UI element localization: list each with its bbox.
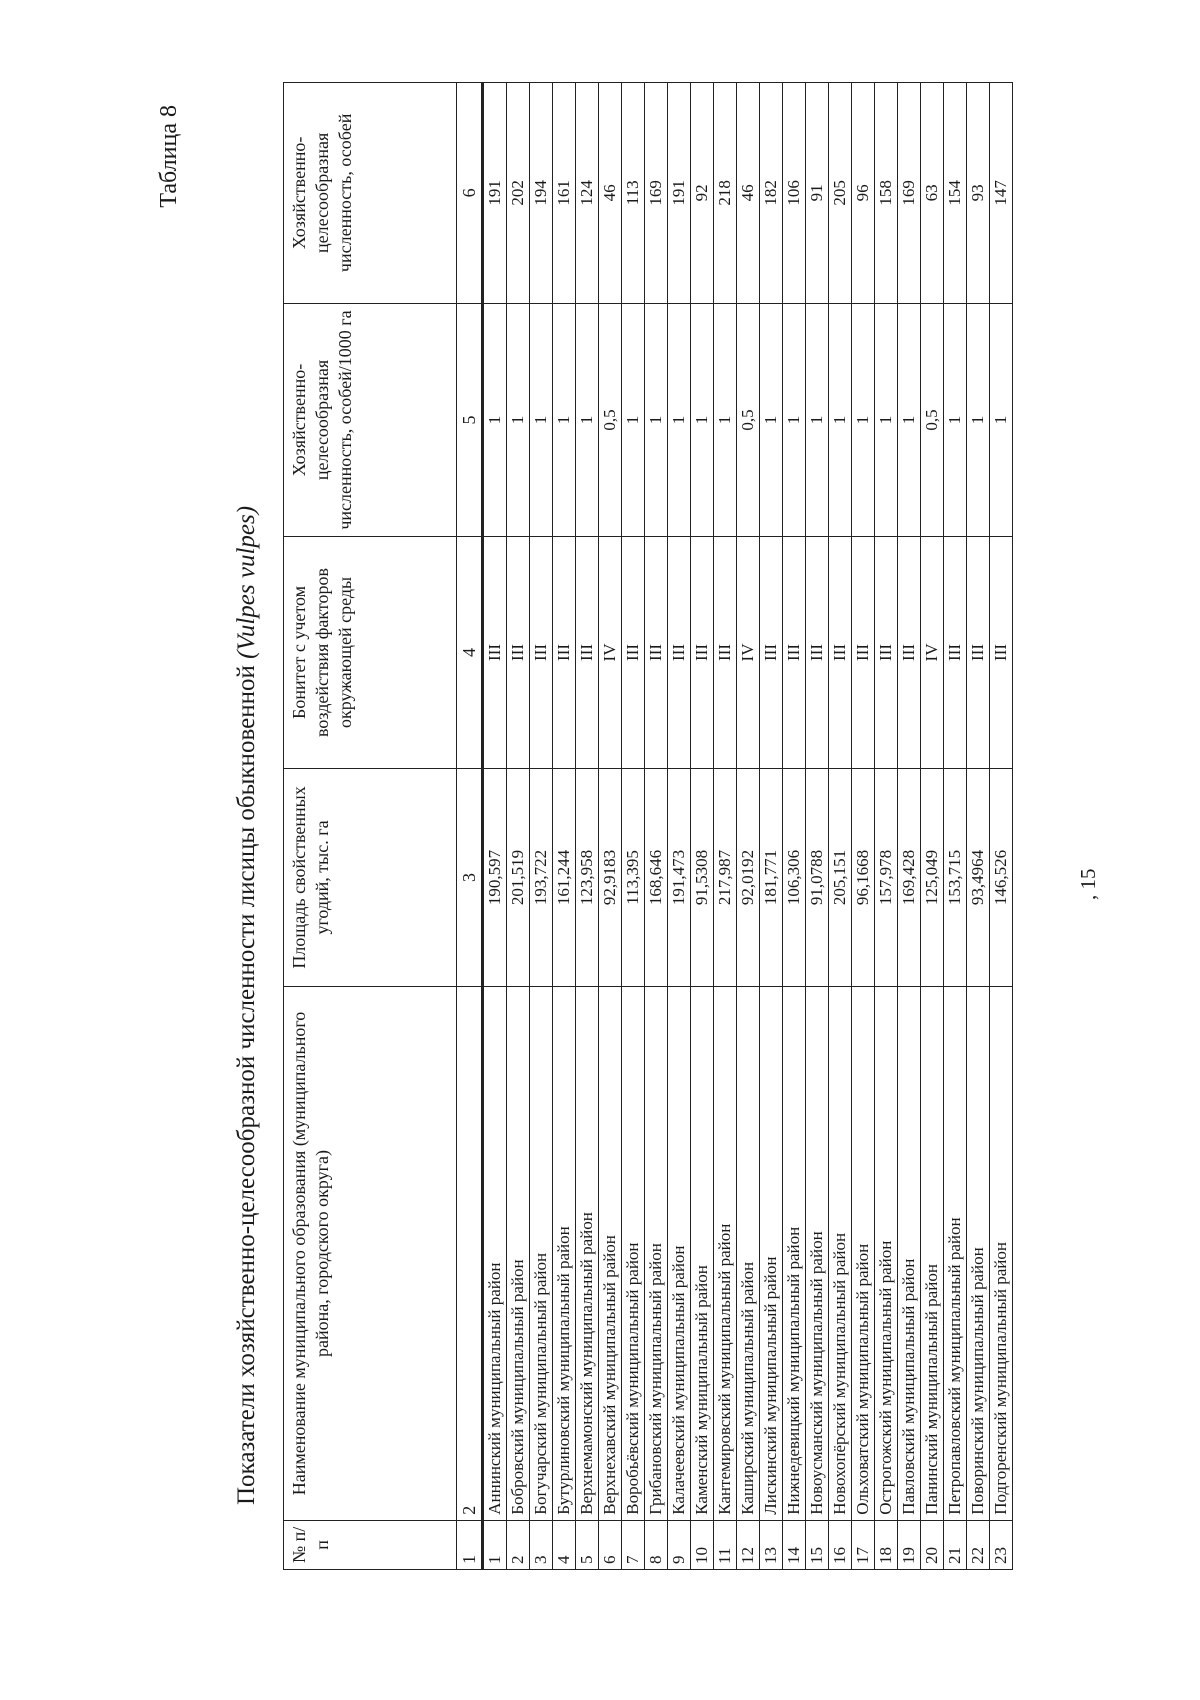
density-value: 0,5 xyxy=(737,303,760,537)
table-row xyxy=(990,83,1013,1570)
municipality-name: Грибановский муниципальный район xyxy=(645,987,668,1521)
bonitet-value: III xyxy=(944,537,967,768)
header-row xyxy=(284,83,457,1570)
area-value: 168,646 xyxy=(645,768,668,987)
header-density: Хозяйственно-целесообразная численность, особей/1000 га xyxy=(284,303,457,537)
column-number: 3 xyxy=(457,768,483,987)
population-value: 182 xyxy=(760,83,783,304)
table-row xyxy=(829,83,852,1570)
area-value: 125,049 xyxy=(921,768,944,987)
population-value: 106 xyxy=(783,83,806,304)
header-number: № п/п xyxy=(284,1520,457,1569)
municipality-name: Бобровский муниципальный район xyxy=(507,987,530,1521)
density-value: 1 xyxy=(622,303,645,537)
row-number: 16 xyxy=(829,1520,852,1569)
municipality-name: Кантемировский муниципальный район xyxy=(714,987,737,1521)
density-value: 1 xyxy=(507,303,530,537)
population-value: 147 xyxy=(990,83,1013,304)
bonitet-value: III xyxy=(714,537,737,768)
table-row xyxy=(691,83,714,1570)
density-value: 1 xyxy=(806,303,829,537)
population-value: 46 xyxy=(737,83,760,304)
municipality-name: Павловский муниципальный район xyxy=(898,987,921,1521)
area-value: 146,526 xyxy=(990,768,1013,987)
population-value: 63 xyxy=(921,83,944,304)
table-row xyxy=(737,83,760,1570)
row-number: 20 xyxy=(921,1520,944,1569)
population-value: 202 xyxy=(507,83,530,304)
area-value: 191,473 xyxy=(668,768,691,987)
bonitet-value: III xyxy=(875,537,898,768)
table-row xyxy=(806,83,829,1570)
table-row xyxy=(507,83,530,1570)
row-number: 11 xyxy=(714,1520,737,1569)
density-value: 1 xyxy=(576,303,599,537)
column-number: 4 xyxy=(457,537,483,768)
density-value: 1 xyxy=(483,303,507,537)
density-value: 1 xyxy=(553,303,576,537)
area-value: 169,428 xyxy=(898,768,921,987)
row-number: 14 xyxy=(783,1520,806,1569)
municipality-name: Подгоренский муниципальный район xyxy=(990,987,1013,1521)
density-value: 0,5 xyxy=(599,303,622,537)
bonitet-value: III xyxy=(622,537,645,768)
bonitet-value: III xyxy=(898,537,921,768)
row-number: 22 xyxy=(967,1520,990,1569)
header-bonitet: Бонитет с учетом воздействия факторов окружающей среды xyxy=(284,537,457,768)
table-row xyxy=(576,83,599,1570)
table-row xyxy=(483,83,507,1570)
table-row xyxy=(852,83,875,1570)
column-number: 2 xyxy=(457,987,483,1521)
table-row xyxy=(530,83,553,1570)
area-value: 113,395 xyxy=(622,768,645,987)
municipality-name: Петропавловский муниципальный район xyxy=(944,987,967,1521)
row-number: 21 xyxy=(944,1520,967,1569)
bonitet-value: III xyxy=(806,537,829,768)
bonitet-value: III xyxy=(507,537,530,768)
bonitet-value: III xyxy=(852,537,875,768)
density-value: 1 xyxy=(990,303,1013,537)
municipality-name: Лискинский муниципальный район xyxy=(760,987,783,1521)
area-value: 91,5308 xyxy=(691,768,714,987)
table-body xyxy=(483,83,1013,1570)
header-municipality: Наименование муниципального образования (муниципального района, городского округа) xyxy=(284,987,457,1521)
municipality-name: Новохопёрский муниципальный район xyxy=(829,987,852,1521)
bonitet-value: III xyxy=(967,537,990,768)
density-value: 1 xyxy=(783,303,806,537)
municipality-name: Верхнехавский муниципальный район xyxy=(599,987,622,1521)
area-value: 153,715 xyxy=(944,768,967,987)
area-value: 161,244 xyxy=(553,768,576,987)
column-number: 6 xyxy=(457,83,483,304)
density-value: 1 xyxy=(691,303,714,537)
bonitet-value: IV xyxy=(921,537,944,768)
page-number: , 15 xyxy=(1076,868,1100,900)
table-row xyxy=(645,83,668,1570)
bonitet-value: III xyxy=(829,537,852,768)
table-title-latin-name: (Vulpes vulpes) xyxy=(233,505,260,659)
population-value: 124 xyxy=(576,83,599,304)
density-value: 1 xyxy=(530,303,553,537)
municipality-name: Нижнедевицкий муниципальный район xyxy=(783,987,806,1521)
area-value: 123,958 xyxy=(576,768,599,987)
population-value: 191 xyxy=(668,83,691,304)
table-row xyxy=(668,83,691,1570)
area-value: 93,4964 xyxy=(967,768,990,987)
area-value: 157,978 xyxy=(875,768,898,987)
area-value: 190,597 xyxy=(483,768,507,987)
table-row xyxy=(599,83,622,1570)
bonitet-value: III xyxy=(530,537,553,768)
row-number: 12 xyxy=(737,1520,760,1569)
municipality-name: Аннинский муниципальный район xyxy=(483,987,507,1521)
row-number: 17 xyxy=(852,1520,875,1569)
density-value: 1 xyxy=(714,303,737,537)
row-number: 8 xyxy=(645,1520,668,1569)
municipality-name: Богучарский муниципальный район xyxy=(530,987,553,1521)
row-number: 6 xyxy=(599,1520,622,1569)
municipality-name: Верхнемамонский муниципальный район xyxy=(576,987,599,1521)
municipality-name: Каменский муниципальный район xyxy=(691,987,714,1521)
table-row xyxy=(921,83,944,1570)
area-value: 181,771 xyxy=(760,768,783,987)
density-value: 1 xyxy=(944,303,967,537)
bonitet-value: III xyxy=(483,537,507,768)
table-row xyxy=(875,83,898,1570)
bonitet-value: III xyxy=(553,537,576,768)
row-number: 2 xyxy=(507,1520,530,1569)
density-value: 1 xyxy=(852,303,875,537)
table-caption: Таблица 8 xyxy=(156,105,182,208)
population-value: 92 xyxy=(691,83,714,304)
municipality-name: Воробьёвский муниципальный район xyxy=(622,987,645,1521)
bonitet-value: III xyxy=(645,537,668,768)
table-row xyxy=(898,83,921,1570)
area-value: 217,987 xyxy=(714,768,737,987)
area-value: 201,519 xyxy=(507,768,530,987)
density-value: 1 xyxy=(875,303,898,537)
municipality-name: Панинский муниципальный район xyxy=(921,987,944,1521)
row-number: 10 xyxy=(691,1520,714,1569)
population-value: 91 xyxy=(806,83,829,304)
density-value: 1 xyxy=(760,303,783,537)
table-row xyxy=(967,83,990,1570)
population-value: 46 xyxy=(599,83,622,304)
table-title-main: Показатели хозяйственно-целесообразной численности лисицы обыкновенной xyxy=(233,658,260,1505)
table-title xyxy=(233,506,261,1505)
fox-population-table xyxy=(283,82,1013,1570)
table-row xyxy=(783,83,806,1570)
population-value: 218 xyxy=(714,83,737,304)
row-number: 3 xyxy=(530,1520,553,1569)
row-number: 1 xyxy=(483,1520,507,1569)
area-value: 106,306 xyxy=(783,768,806,987)
row-number: 9 xyxy=(668,1520,691,1569)
bonitet-value: III xyxy=(760,537,783,768)
population-value: 169 xyxy=(898,83,921,304)
bonitet-value: III xyxy=(691,537,714,768)
density-value: 1 xyxy=(898,303,921,537)
bonitet-value: IV xyxy=(599,537,622,768)
population-value: 158 xyxy=(875,83,898,304)
density-value: 1 xyxy=(967,303,990,537)
row-number: 7 xyxy=(622,1520,645,1569)
column-number: 1 xyxy=(457,1520,483,1569)
table-row xyxy=(944,83,967,1570)
area-value: 92,9183 xyxy=(599,768,622,987)
density-value: 1 xyxy=(645,303,668,537)
population-value: 169 xyxy=(645,83,668,304)
row-number: 4 xyxy=(553,1520,576,1569)
bonitet-value: III xyxy=(576,537,599,768)
header-area: Площадь свойственных угодий, тыс. га xyxy=(284,768,457,987)
density-value: 1 xyxy=(829,303,852,537)
row-number: 23 xyxy=(990,1520,1013,1569)
municipality-name: Острогожский муниципальный район xyxy=(875,987,898,1521)
row-number: 15 xyxy=(806,1520,829,1569)
municipality-name: Бутурлиновский муниципальный район xyxy=(553,987,576,1521)
population-value: 96 xyxy=(852,83,875,304)
municipality-name: Калачеевский муниципальный район xyxy=(668,987,691,1521)
header-population: Хозяйственно-целесообразная численность, особей xyxy=(284,83,457,304)
table-row xyxy=(553,83,576,1570)
table-row xyxy=(714,83,737,1570)
population-value: 93 xyxy=(967,83,990,304)
municipality-name: Поворинский муниципальный район xyxy=(967,987,990,1521)
bonitet-value: III xyxy=(990,537,1013,768)
row-number: 5 xyxy=(576,1520,599,1569)
area-value: 205,151 xyxy=(829,768,852,987)
density-value: 0,5 xyxy=(921,303,944,537)
row-number: 13 xyxy=(760,1520,783,1569)
population-value: 113 xyxy=(622,83,645,304)
bonitet-value: III xyxy=(668,537,691,768)
population-value: 154 xyxy=(944,83,967,304)
area-value: 96,1668 xyxy=(852,768,875,987)
municipality-name: Новоусманский муниципальный район xyxy=(806,987,829,1521)
bonitet-value: IV xyxy=(737,537,760,768)
area-value: 92,0192 xyxy=(737,768,760,987)
row-number: 18 xyxy=(875,1520,898,1569)
row-number: 19 xyxy=(898,1520,921,1569)
column-number-row xyxy=(457,83,483,1570)
municipality-name: Каширский муниципальный район xyxy=(737,987,760,1521)
population-value: 161 xyxy=(553,83,576,304)
area-value: 91,0788 xyxy=(806,768,829,987)
density-value: 1 xyxy=(668,303,691,537)
municipality-name: Ольховатский муниципальный район xyxy=(852,987,875,1521)
area-value: 193,722 xyxy=(530,768,553,987)
bonitet-value: III xyxy=(783,537,806,768)
population-value: 205 xyxy=(829,83,852,304)
table-row xyxy=(622,83,645,1570)
table-row xyxy=(760,83,783,1570)
column-number: 5 xyxy=(457,303,483,537)
population-value: 191 xyxy=(483,83,507,304)
population-value: 194 xyxy=(530,83,553,304)
